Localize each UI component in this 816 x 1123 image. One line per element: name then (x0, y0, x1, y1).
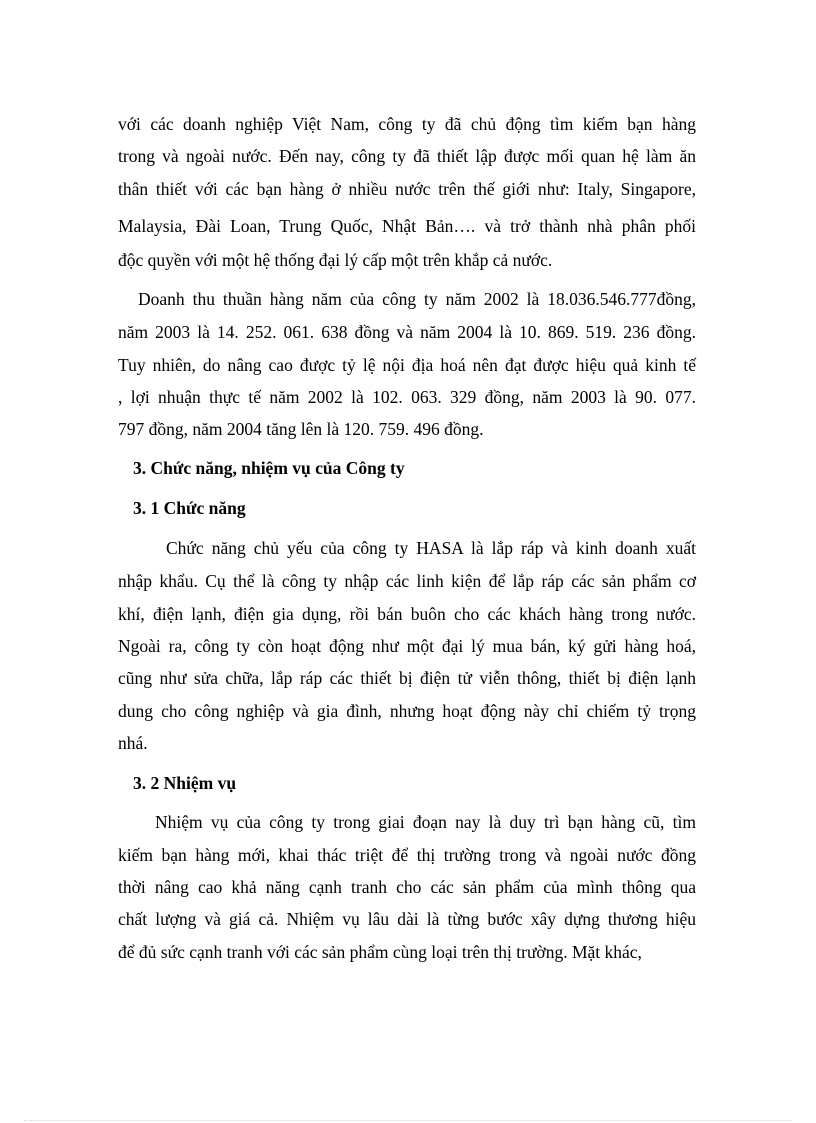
text-line: nhập khẩu. Cụ thể là công ty nhập các linh kiện để lắp ráp các sản phẩm cơ (118, 571, 696, 591)
text-line: Ngoài ra, công ty còn hoạt động như một đại lý mua bán, ký gửi hàng hoá, (118, 636, 696, 656)
section-heading: 3. Chức năng, nhiệm vụ của Công ty (133, 458, 405, 478)
text-line: 797 đồng, năm 2004 tăng lên là 120. 759. 496 đồng. (118, 419, 484, 439)
text-line: Tuy nhiên, do nâng cao được tỷ lệ nội địa hoá nên đạt được hiệu quả kinh tế (118, 355, 696, 375)
text-line: kiếm bạn hàng mới, khai thác triệt để thị trường trong và ngoài nước đồng (118, 845, 696, 865)
subsection-heading-functions: 3. 1 Chức năng (133, 498, 246, 518)
text-line: để đủ sức cạnh tranh với các sản phẩm cùng loại trên thị trường. Mặt khác, (118, 942, 642, 962)
text-line: khí, điện lạnh, điện gia dụng, rồi bán buôn cho các khách hàng trong nước. (118, 604, 696, 624)
text-line: Nhiệm vụ của công ty trong giai đoạn nay là duy trì bạn hàng cũ, tìm (155, 812, 696, 832)
text-line: với các doanh nghiệp Việt Nam, công ty đã chủ động tìm kiếm bạn hàng (118, 114, 696, 134)
text-line: dung cho công nghiệp và gia đình, nhưng hoạt động này chỉ chiếm tỷ trọng (118, 701, 696, 721)
text-line: nhá. (118, 733, 148, 753)
text-line: , lợi nhuận thực tế năm 2002 là 102. 063. 329 đồng, năm 2003 là 90. 077. (118, 387, 696, 407)
text-line: năm 2003 là 14. 252. 061. 638 đồng và năm 2004 là 10. 869. 519. 236 đồng. (118, 322, 696, 342)
text-line: Doanh thu thuần hàng năm của công ty năm 2002 là 18.036.546.777đồng, (138, 289, 696, 309)
text-line: độc quyền với một hệ thống đại lý cấp một trên khắp cả nước. (118, 250, 553, 270)
text-line: trong và ngoài nước. Đến nay, công ty đã thiết lập được mối quan hệ làm ăn (118, 146, 696, 166)
page-bottom-border (24, 1120, 792, 1121)
text-line: thân thiết với các bạn hàng ở nhiều nước trên thế giới như: Italy, Singapore, (118, 179, 696, 199)
text-line: Chức năng chủ yếu của công ty HASA là lắp ráp và kinh doanh xuất (166, 538, 696, 558)
subsection-heading-duties: 3. 2 Nhiệm vụ (133, 773, 237, 793)
text-line: thời nâng cao khả năng cạnh tranh cho các sản phẩm của mình thông qua (118, 877, 696, 897)
text-line: cũng như sửa chữa, lắp ráp các thiết bị điện tử viễn thông, thiết bị điện lạnh (118, 668, 696, 688)
text-line: Malaysia, Đài Loan, Trung Quốc, Nhật Bản…. và trở thành nhà phân phối (118, 216, 696, 236)
text-line: chất lượng và giá cả. Nhiệm vụ lâu dài là từng bước xây dựng thương hiệu (118, 909, 696, 929)
